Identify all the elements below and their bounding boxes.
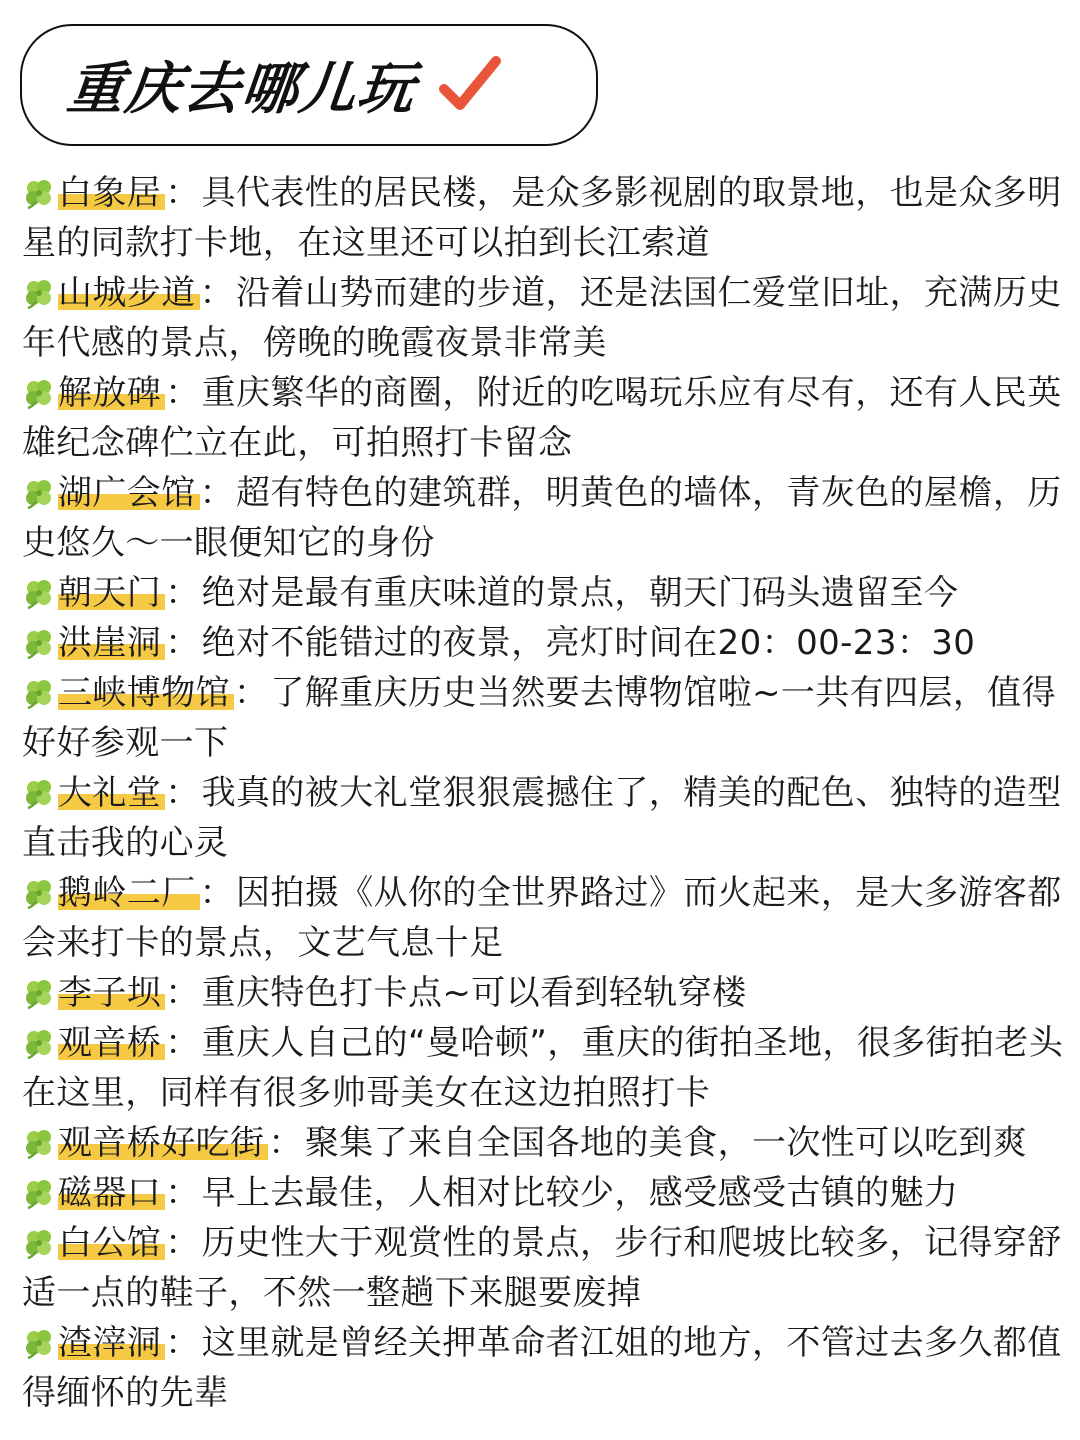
colon: ： — [165, 1023, 200, 1063]
list-item — [22, 968, 1070, 1018]
colon: ： — [165, 973, 200, 1013]
attraction-description: 我真的被大礼堂狠狠震撼住了，精美的配色、独特的造型直击我的心灵 — [22, 773, 1062, 863]
title-banner — [20, 24, 598, 146]
clover-leaf-icon — [22, 678, 58, 710]
list-item — [22, 168, 1070, 268]
clover-leaf-icon — [22, 178, 58, 210]
list-item — [22, 1118, 1070, 1168]
colon: ： — [199, 473, 235, 513]
colon: ： — [165, 173, 200, 213]
list-item — [22, 468, 1070, 568]
page-title: 重庆去哪儿玩 — [64, 57, 419, 122]
list-item — [22, 368, 1070, 468]
colon: ： — [165, 373, 200, 413]
attraction-name: 洪崖洞 — [58, 623, 165, 663]
clover-leaf-icon — [22, 478, 58, 510]
colon: ： — [165, 1173, 200, 1213]
clover-leaf-icon — [22, 1228, 58, 1260]
attraction-name: 三峡博物馆 — [58, 673, 234, 713]
clover-leaf-icon — [22, 1028, 58, 1060]
list-item — [22, 568, 1070, 618]
clover-leaf-icon — [22, 1128, 58, 1160]
attraction-description: 这里就是曾经关押革命者江姐的地方，不管过去多久都值得缅怀的先辈 — [22, 1323, 1062, 1413]
clover-leaf-icon — [22, 778, 58, 810]
clover-leaf-icon — [22, 628, 58, 660]
colon: ： — [268, 1123, 303, 1163]
clover-leaf-icon — [22, 378, 58, 410]
clover-leaf-icon — [22, 978, 58, 1010]
attraction-list — [22, 168, 1070, 1418]
clover-leaf-icon — [22, 1178, 58, 1210]
attraction-description: 超有特色的建筑群，明黄色的墙体，青灰色的屋檐，历史悠久～一眼便知它的身份 — [22, 473, 1062, 563]
list-item — [22, 618, 1070, 668]
list-item — [22, 1318, 1070, 1418]
attraction-description: 聚集了来自全国各地的美食，一次性可以吃到爽 — [304, 1123, 1028, 1163]
list-item — [22, 1018, 1070, 1118]
attraction-name: 李子坝 — [58, 973, 165, 1013]
attraction-name: 白象居 — [58, 173, 165, 213]
list-item — [22, 768, 1070, 868]
attraction-name: 白公馆 — [58, 1223, 165, 1263]
list-item — [22, 668, 1070, 768]
list-item — [22, 868, 1070, 968]
attraction-description: 绝对是最有重庆味道的景点，朝天门码头遗留至今 — [201, 573, 959, 613]
colon: ： — [234, 673, 269, 713]
list-item — [22, 1218, 1070, 1318]
attraction-description: 重庆人自己的“曼哈顿”，重庆的街拍圣地，很多街拍老头在这里，同样有很多帅哥美女在这边拍照打卡 — [22, 1023, 1064, 1113]
colon: ： — [165, 773, 200, 813]
attraction-name: 观音桥好吃街 — [58, 1123, 268, 1163]
colon: ： — [199, 273, 235, 313]
attraction-description: 重庆繁华的商圈，附近的吃喝玩乐应有尽有，还有人民英雄纪念碑伫立在此，可拍照打卡留念 — [22, 373, 1062, 463]
list-item — [22, 1168, 1070, 1218]
attraction-name: 朝天门 — [58, 573, 165, 613]
attraction-name: 鹅岭二厂 — [58, 873, 200, 913]
clover-leaf-icon — [22, 1328, 58, 1360]
attraction-name: 山城步道 — [58, 273, 200, 313]
attraction-description: 沿着山势而建的步道，还是法国仁爱堂旧址，充满历史年代感的景点，傍晚的晚霞夜景非常美 — [22, 273, 1062, 363]
clover-leaf-icon — [22, 278, 58, 310]
attraction-description: 因拍摄《从你的全世界路过》而火起来，是大多游客都会来打卡的景点，文艺气息十足 — [22, 873, 1062, 963]
attraction-description: 具代表性的居民楼，是众多影视剧的取景地，也是众多明星的同款打卡地，在这里还可以拍到长江索道 — [22, 173, 1062, 263]
attraction-description: 早上去最佳，人相对比较少，感受感受古镇的魅力 — [201, 1173, 959, 1213]
colon: ： — [165, 1223, 200, 1263]
colon: ： — [165, 623, 200, 663]
attraction-description: 绝对不能错过的夜景，亮灯时间在20：00-23：30 — [201, 623, 976, 663]
checkmark-icon — [438, 53, 502, 117]
clover-leaf-icon — [22, 578, 58, 610]
colon: ： — [199, 873, 235, 913]
attraction-name: 观音桥 — [58, 1023, 165, 1063]
attraction-name: 磁器口 — [58, 1173, 165, 1213]
list-item — [22, 268, 1070, 368]
attraction-description: 重庆特色打卡点~可以看到轻轨穿楼 — [201, 973, 747, 1013]
colon: ： — [165, 1323, 200, 1363]
colon: ： — [165, 573, 200, 613]
attraction-name: 解放碑 — [58, 373, 165, 413]
attraction-name: 渣滓洞 — [58, 1323, 165, 1363]
attraction-name: 湖广会馆 — [58, 473, 200, 513]
attraction-description: 了解重庆历史当然要去博物馆啦~一共有四层，值得好好参观一下 — [22, 673, 1057, 763]
clover-leaf-icon — [22, 878, 58, 910]
attraction-description: 历史性大于观赏性的景点，步行和爬坡比较多，记得穿舒适一点的鞋子，不然一整趟下来腿要废掉 — [22, 1223, 1062, 1313]
attraction-name: 大礼堂 — [58, 773, 165, 813]
